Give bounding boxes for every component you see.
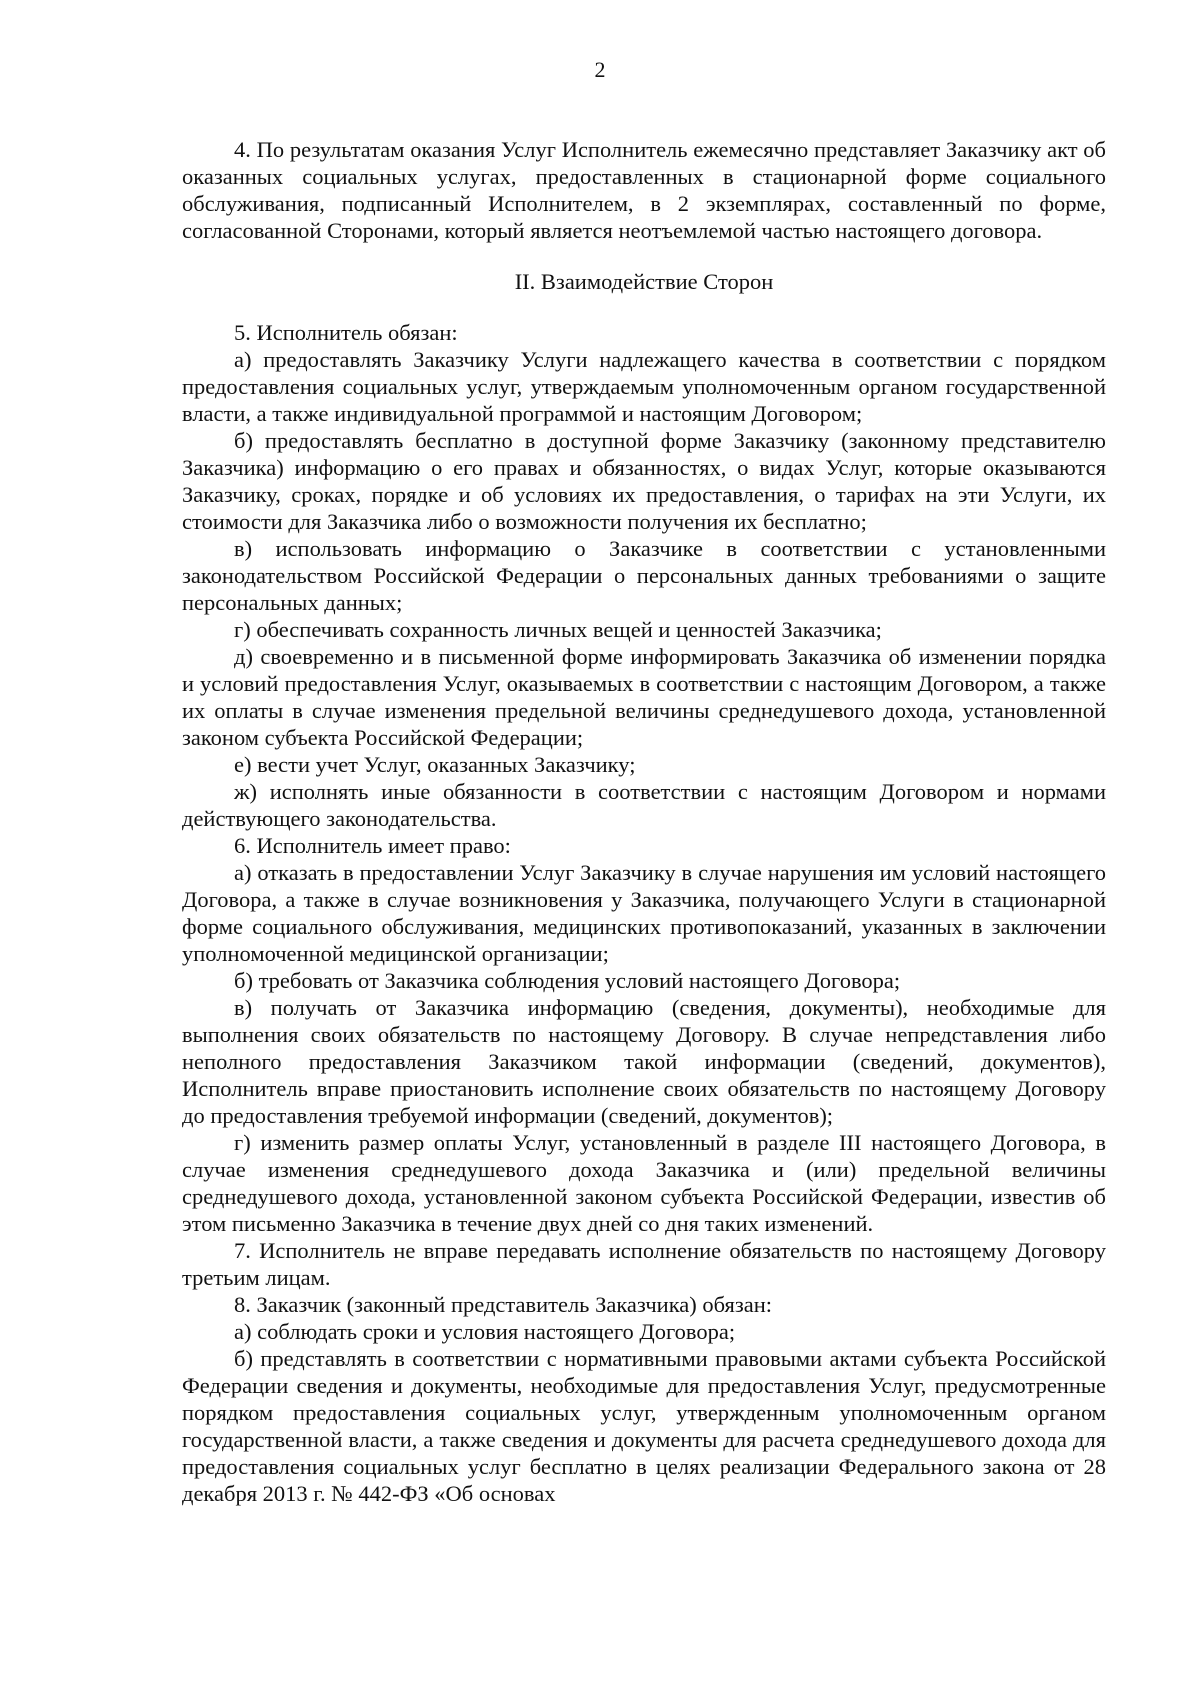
section-heading: II. Взаимодействие Сторон [514,269,774,294]
paragraph-4: 4. По результатам оказания Услуг Исполнитель ежемесячно представляет Заказчику акт об оказанных социальных услугах, предоставленных в стационарной форме социального обслуживания, подписанный Исполнителем, в 2 экземплярах, составленный по форме, согласованной Сторонами, который является неотъемлемой частью настоящего договора. [182,137,1106,243]
page-number: 2 [594,57,606,82]
paragraph-6a: а) отказать в предоставлении Услуг Заказчику в случае нарушения им условий настоящего Договора, а также в случае возникновения у Заказчика, получающего Услуги в стационарной форме социального обслуживания, медицинских противопоказаний, указанных в заключении уполномоченной медицинской организации; [182,860,1106,966]
paragraph-5g: г) обеспечивать сохранность личных вещей и ценностей Заказчика; [234,617,882,642]
document-body [182,136,1106,1507]
paragraph-6v: в) получать от Заказчика информацию (сведения, документы), необходимые для выполнения своих обязательств по настоящему Договору. В случае непредставления либо неполного предоставления Заказчиком такой информации (сведений, документов), Исполнитель вправе приостановить исполнение своих обязательств по настоящему Договору до предоставления требуемой информации (сведений, документов); [182,995,1106,1128]
paragraph-6b: б) требовать от Заказчика соблюдения условий настоящего Договора; [234,968,901,993]
paragraph-6g: г) изменить размер оплаты Услуг, установленный в разделе III настоящего Договора, в случае изменения среднедушевого дохода Заказчика и (или) предельной величины среднедушевого дохода, установленной законом субъекта Российской Федерации, известив об этом письменно Заказчика в течение двух дней со дня таких изменений. [182,1130,1106,1236]
paragraph-5v: в) использовать информацию о Заказчике в соответствии с установленными законодательством Российской Федерации о персональных данных требованиями о защите персональных данных; [182,536,1106,615]
paragraph-5b: б) предоставлять бесплатно в доступной форме Заказчику (законному представителю Заказчика) информацию о его правах и обязанностях, о видах Услуг, которые оказываются Заказчику, сроках, порядке и об условиях их предоставления, о тарифах на эти Услуги, их стоимости для Заказчика либо о возможности получения их бесплатно; [182,428,1106,534]
paragraph-8b: б) представлять в соответствии с нормативными правовыми актами субъекта Российской Федерации сведения и документы, необходимые для предоставления Услуг, предусмотренные порядком предоставления социальных услуг, утвержденным уполномоченным органом государственной власти, а также сведения и документы для расчета среднедушевого дохода для предоставления социальных услуг бесплатно в целях реализации Федерального закона от 28 декабря 2013 г. № 442-ФЗ «Об основах [182,1346,1106,1506]
paragraph-5d: д) своевременно и в письменной форме информировать Заказчика об изменении порядка и условий предоставления Услуг, оказываемых в соответствии с настоящим Договором, а также их оплаты в случае изменения предельной величины среднедушевого дохода, установленной законом субъекта Российской Федерации; [182,644,1106,750]
paragraph-5: 5. Исполнитель обязан: [234,320,458,345]
paragraph-8a: а) соблюдать сроки и условия настоящего Договора; [234,1319,736,1344]
paragraph-8: 8. Заказчик (законный представитель Заказчика) обязан: [234,1292,773,1317]
paragraph-7: 7. Исполнитель не вправе передавать исполнение обязательств по настоящему Договору третьим лицам. [182,1238,1106,1290]
paragraph-5a: а) предоставлять Заказчику Услуги надлежащего качества в соответствии с порядком предоставления социальных услуг, утверждаемым уполномоченным органом государственной власти, а также индивидуальной программой и настоящим Договором; [182,347,1106,426]
paragraph-6: 6. Исполнитель имеет право: [234,833,511,858]
paragraph-5e: е) вести учет Услуг, оказанных Заказчику; [234,752,636,777]
paragraph-5zh: ж) исполнять иные обязанности в соответствии с настоящим Договором и нормами действующего законодательства. [182,779,1106,831]
